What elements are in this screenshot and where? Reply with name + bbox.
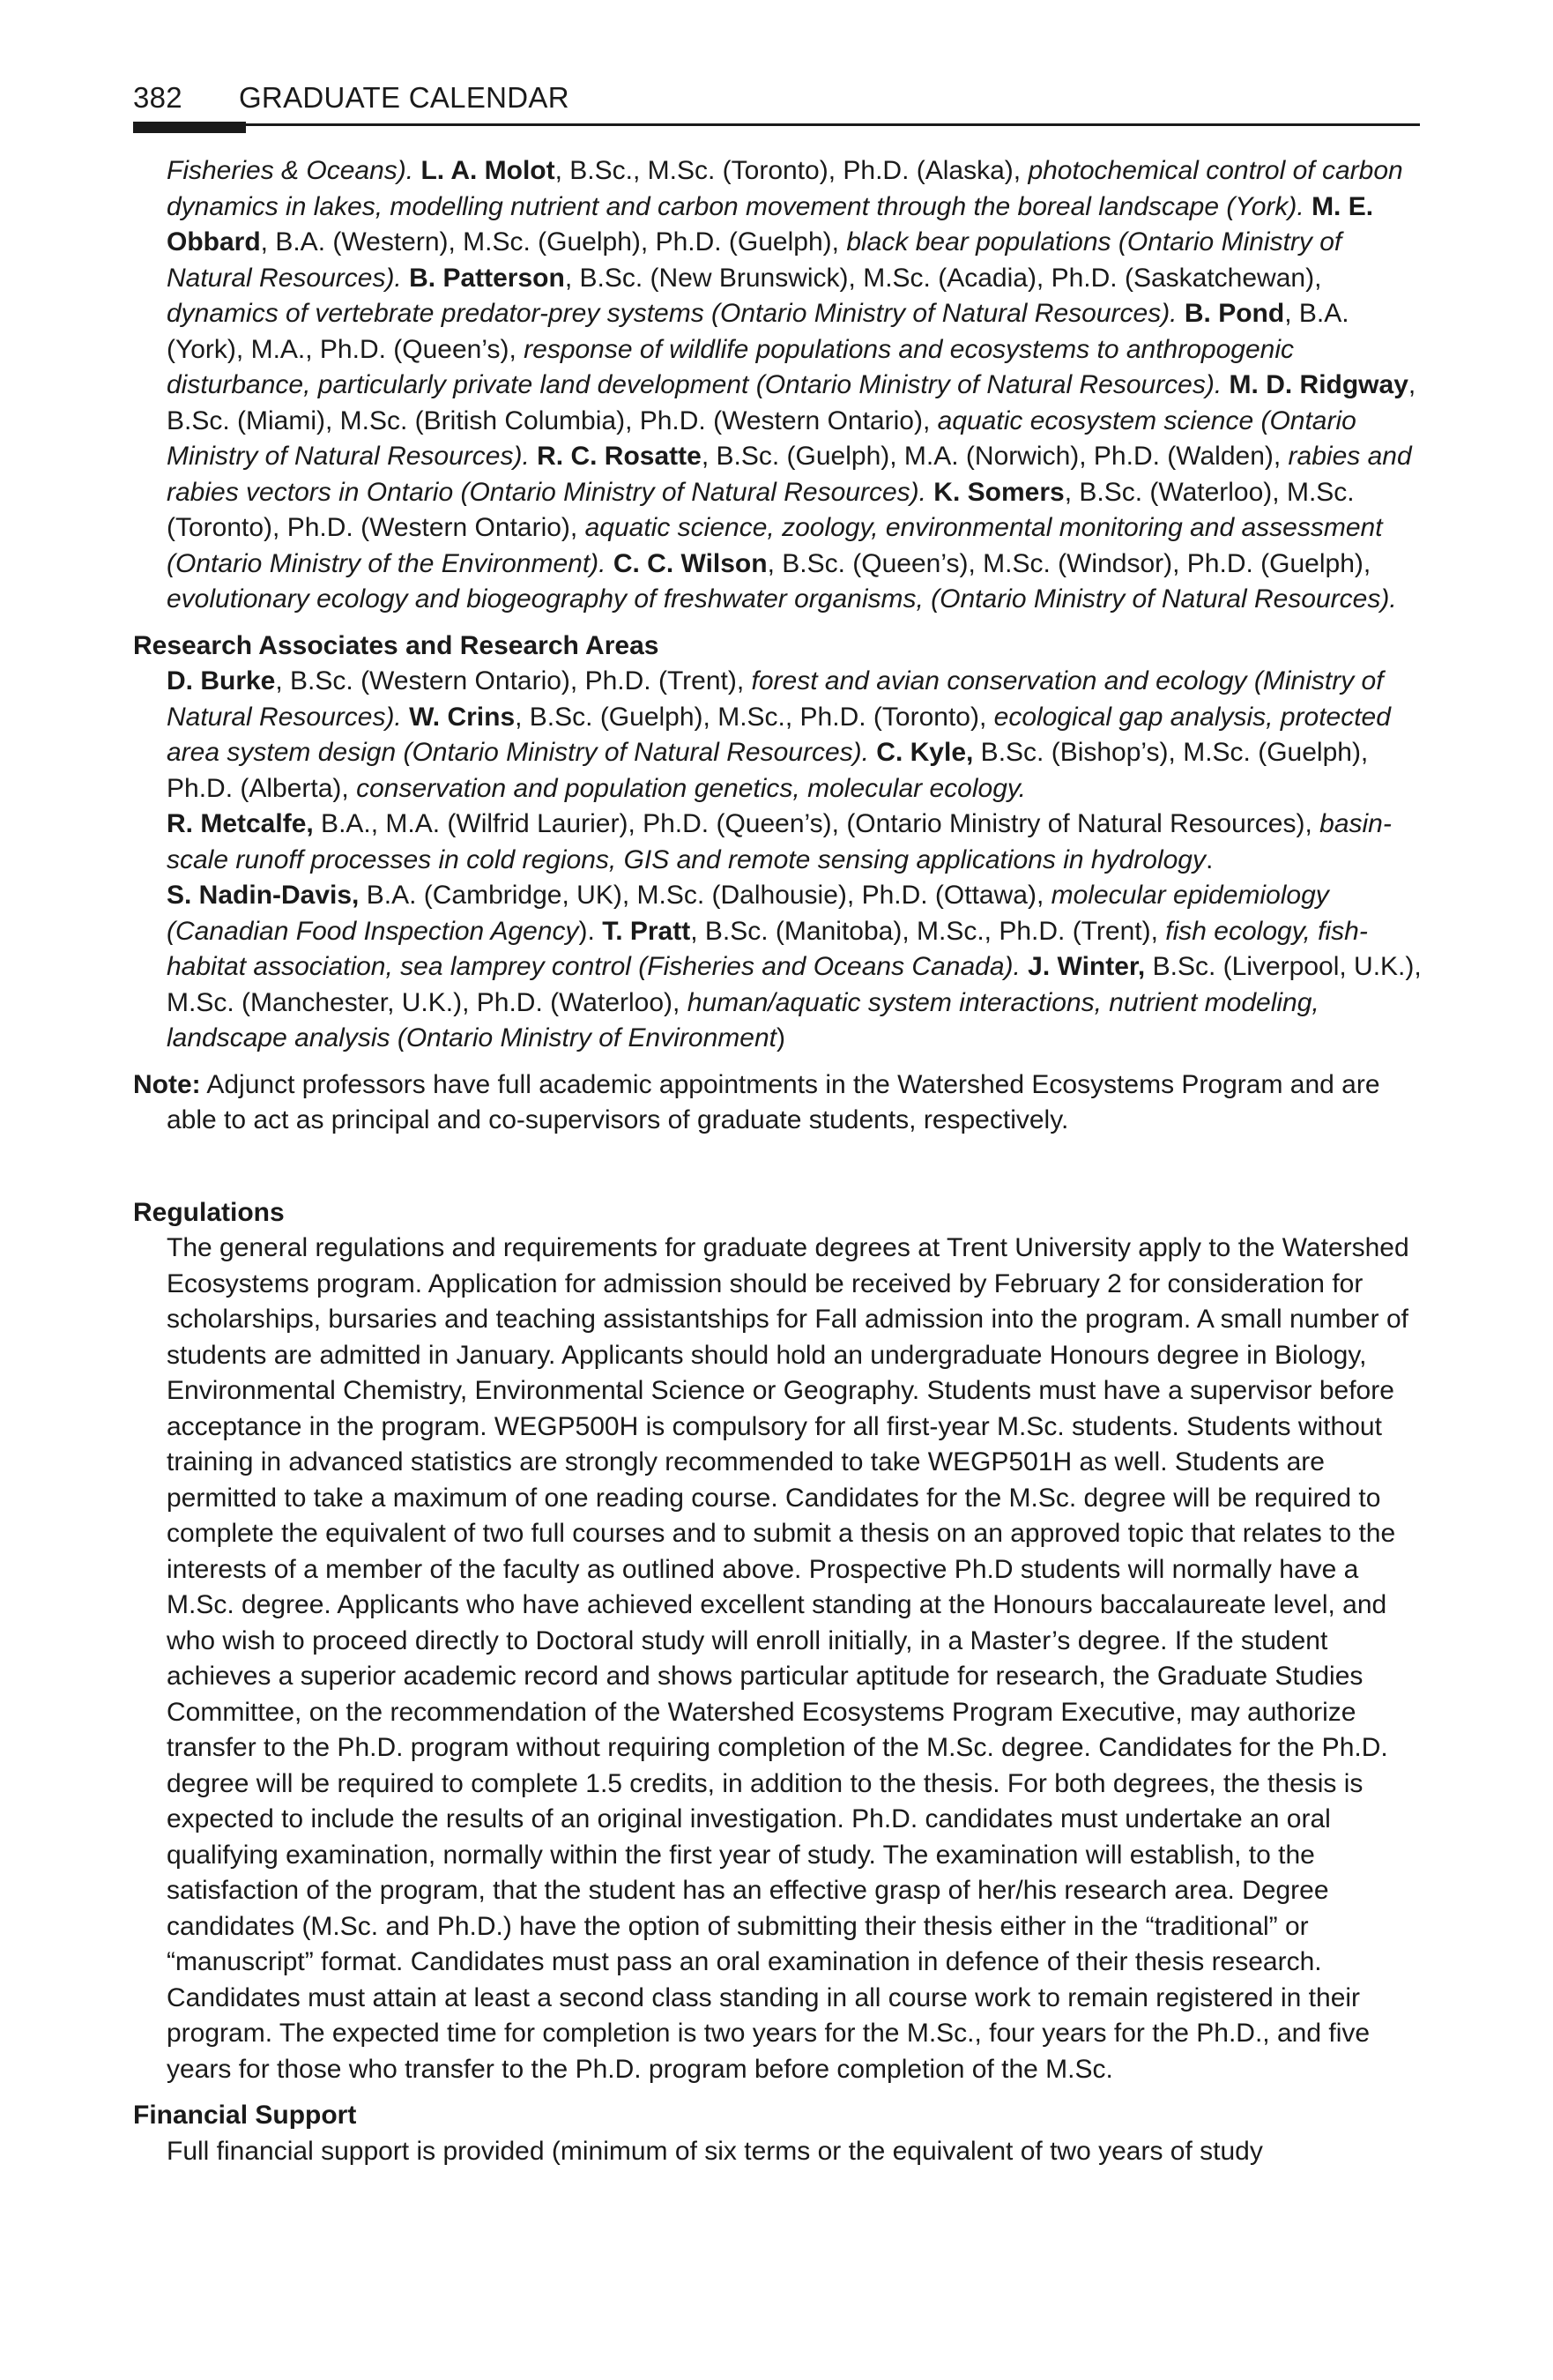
credentials-text: , B.Sc., M.Sc. (Toronto), Ph.D. (Alaska), [554, 156, 1029, 185]
research-area: conservation and population genetics, molecular ecology. [356, 773, 1026, 803]
spacer [133, 618, 1429, 628]
research-area: rabies and rabies vectors in Ontario (Ontario Ministry of Natural Resources). [167, 442, 1412, 507]
regulations-heading: Regulations [133, 1197, 285, 1227]
credentials-text: , B.Sc. (Guelph), M.Sc., Ph.D. (Toronto), [515, 702, 994, 732]
regulations-text: The general regulations and requirements for graduate degrees at Trent University apply to the Watershed Ecosystems program. Application for admission should be received by February 2 for consideration for scholarships, bursaries and teaching assistantships for Fall admission into the program. A small number of students are admitted in January. Applicants should hold an undergraduate Honours degree in Biology, Environmental Chemistry, Environmental Science or Geography. Students must have a supervisor before acceptance in the program. WEGP500H is compulsory for all first-year M.Sc. students. Students without training in advanced statistics are strongly recommended to take WEGP501H as well. Students are permitted to take a maximum of one reading course. Candidates for the M.Sc. degree will be required to complete the equivalent of two full courses and to submit a thesis on an approved topic that relates to the interests of a member of the faculty as outlined above. Prospective Ph.D students will normally have a M.Sc. degree. Applicants who have achieved excellent standing at the Honours baccalaureate level, and who wish to proceed directly to Doctoral study will enroll initially, in a Master’s degree. If the student achieves a superior academic record and shows particular aptitude for research, the Graduate Studies Committee, on the recommendation of the Watershed Ecosystems Program Executive, may authorize transfer to the Ph.D. program without requiring completion of the M.Sc. degree. Candidates for the Ph.D. degree will be required to complete 1.5 credits, in addition to the thesis. For both degrees, the thesis is expected to include the results of an original investigation. Ph.D. candidates must undertake an oral qualifying examination, normally within the first year of study. The examination will establish, to the satisfaction of the program, that the student has an effective grasp of her/his research area. Degree candidates (M.Sc. and Ph.D.) have the option of submitting their thesis either in the “traditional” or “manuscript” format. Candidates must pass an oral examination in defence of their thesis research. Candidates must attain at least a second class standing in all course work to remain registered in their program. The expected time for completion is two years for the M.Sc., four years for the Ph.D., and five years for those who transfer to the Ph.D. program before completion of the M.Sc. [167, 1233, 1409, 2084]
credentials-text: B.A. (Cambridge, UK), M.Sc. (Dalhousie), Ph.D. (Ottawa), [359, 881, 1051, 910]
person-name: B. Pond [1184, 299, 1285, 328]
research-area: black bear populations (Ontario Ministry of Natural Resources). [167, 227, 1342, 293]
credentials-text: B.Sc. (Liverpool, U.K.), M.Sc. (Manchester, U.K.), Ph.D. (Waterloo), [167, 952, 1422, 1017]
person-name: W. Crins [409, 702, 516, 732]
running-title: GRADUATE CALENDAR [238, 81, 569, 114]
person-name: R. Metcalfe, [167, 809, 314, 838]
person-name: D. Burke [167, 666, 276, 695]
person-name: L. A. Molot [420, 156, 555, 185]
research-area: photochemical control of carbon dynamics in lakes, modelling nutrient and carbon movement through the boreal landscape (York). [167, 156, 1403, 221]
credentials-text: , B.Sc. (Western Ontario), Ph.D. (Trent), [275, 666, 752, 695]
header-rule-block [133, 122, 246, 133]
person-name: J. Winter, [1028, 952, 1146, 981]
research-area: basin-scale runoff processes in cold regions, GIS and remote sensing applications in hydrology [167, 809, 1392, 874]
person-name: M. D. Ridgway [1229, 370, 1408, 399]
credentials-text: B.A., M.A. (Wilfrid Laurier), Ph.D. (Queen’s), (Ontario Ministry of Natural Resources), [313, 809, 1320, 838]
research-area: aquatic ecosystem science (Ontario Ministry of Natural Resources). [167, 405, 1356, 471]
credentials-text: , B.Sc. (Guelph), M.A. (Norwich), Ph.D. (Walden), [701, 442, 1289, 471]
person-name: S. Nadin-Davis, [167, 881, 360, 910]
note-text: Adjunct professors have full academic appointments in the Watershed Ecosystems Program and are able to act as principal and co-supervisors of graduate students, respectively. [167, 1069, 1380, 1134]
adjunct-faculty-continued [133, 153, 1429, 618]
research-area: dynamics of vertebrate predator-prey systems (Ontario Ministry of Natural Resources). [167, 299, 1185, 328]
header-rule [133, 122, 1420, 134]
note-label: Note: [133, 1069, 201, 1099]
credentials-text: , B.Sc. (Waterloo), M.Sc. (Toronto), Ph.D. (Western Ontario), [167, 477, 1355, 542]
person-name: C. C. Wilson [613, 548, 768, 578]
research-associates-heading: Research Associates and Research Areas [133, 630, 659, 660]
research-associates-list [133, 664, 1429, 1057]
research-area: molecular epidemiology (Canadian Food Inspection Agency [167, 881, 1329, 946]
header-rule-line [133, 123, 1420, 126]
spacer [133, 1139, 1429, 1195]
research-area: aquatic science, zoology, environmental monitoring and assessment (Ontario Ministry of the Environment). [167, 513, 1383, 578]
header-row [133, 81, 1420, 115]
page-header [133, 81, 1420, 134]
page-body [133, 153, 1429, 2169]
person-name: K. Somers [933, 477, 1065, 507]
credentials-text: , B.Sc. (Queen’s), M.Sc. (Windsor), Ph.D. (Guelph), [767, 548, 1371, 578]
spacer [133, 2087, 1429, 2098]
spacer [133, 1057, 1429, 1067]
research-area: Fisheries & Oceans). [167, 156, 421, 185]
person-name: T. Pratt [602, 916, 691, 946]
credentials-text: B.Sc. (Bishop’s), M.Sc. (Guelph), Ph.D. (Alberta), [167, 738, 1369, 803]
credentials-text: , B.Sc. (Miami), M.Sc. (British Columbia), Ph.D. (Western Ontario), [167, 370, 1416, 435]
credentials-text: ). [578, 916, 603, 946]
financial-support-heading: Financial Support [133, 2101, 357, 2130]
person-name: B. Patterson [409, 263, 565, 293]
research-area: fish ecology, fish-habitat association, sea lamprey control (Fisheries and Oceans Canada). [167, 916, 1368, 981]
research-area: forest and avian conservation and ecology (Ministry of Natural Resources). [167, 666, 1384, 732]
research-area: response of wildlife populations and ecosystems to anthropogenic disturbance, particularly private land development (Ontario Ministry of Natural Resources). [167, 334, 1295, 399]
research-area: evolutionary ecology and biogeography of freshwater organisms, (Ontario Ministry of Natural Resources). [167, 584, 1397, 614]
note-paragraph [133, 1067, 1429, 1139]
credentials-text: ) [776, 1023, 785, 1052]
person-name: M. E. Obbard [167, 191, 1374, 257]
person-name: C. Kyle, [876, 738, 974, 767]
person-name: R. C. Rosatte [537, 442, 702, 471]
page-number: 382 [133, 81, 182, 114]
credentials-text: , B.Sc. (Manitoba), M.Sc., Ph.D. (Trent), [690, 916, 1166, 946]
research-area: human/aquatic system interactions, nutrient modeling, landscape analysis (Ontario Ministry of Environment [167, 987, 1319, 1052]
credentials-text: , B.A. (Western), M.Sc. (Guelph), Ph.D. (Guelph), [260, 227, 847, 257]
credentials-text: . [1205, 844, 1214, 874]
credentials-text: , B.A. (York), M.A., Ph.D. (Queen’s), [167, 299, 1349, 364]
financial-support-text: Full financial support is provided (minimum of six terms or the equivalent of two years of study [167, 2136, 1263, 2166]
research-area: ecological gap analysis, protected area system design (Ontario Ministry of Natural Resources). [167, 702, 1391, 767]
credentials-text: , B.Sc. (New Brunswick), M.Sc. (Acadia), Ph.D. (Saskatchewan), [564, 263, 1322, 293]
